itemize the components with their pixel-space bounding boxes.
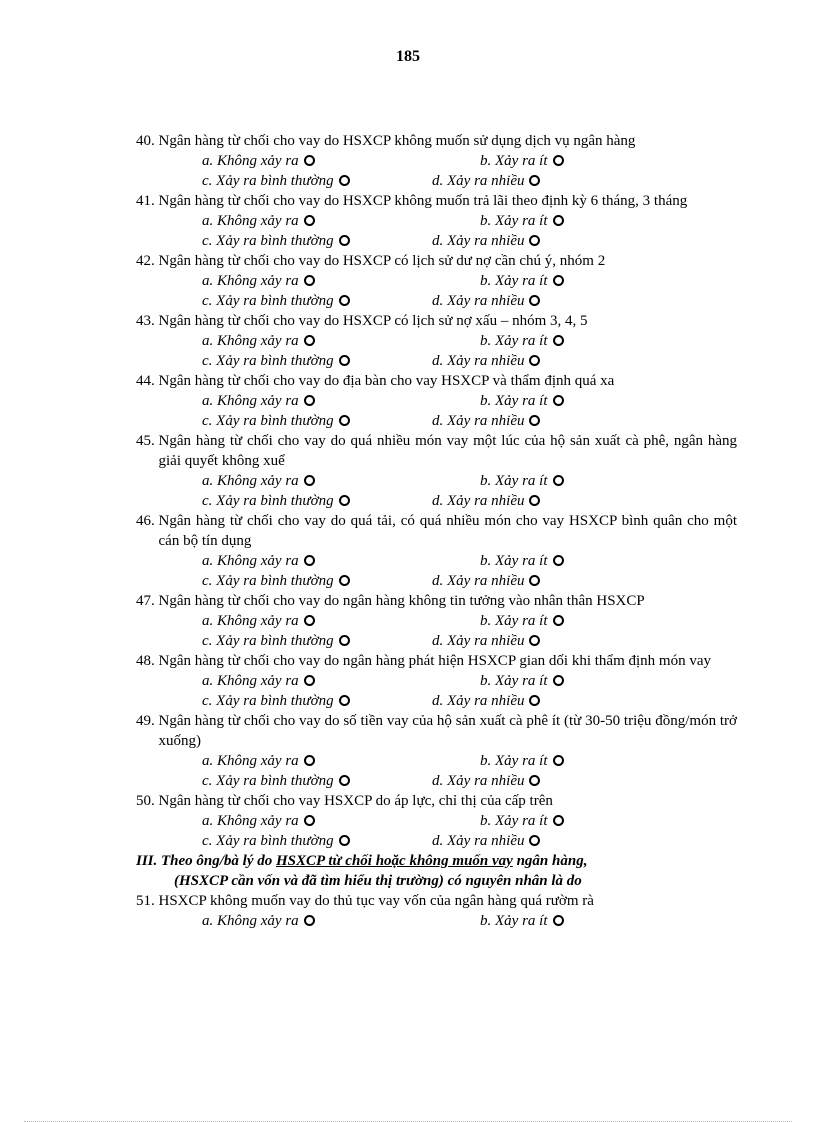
survey-content — [136, 131, 737, 931]
question-item — [136, 591, 737, 651]
radio-circle-icon[interactable] — [339, 635, 350, 646]
option-a[interactable]: a. Không xảy ra — [202, 671, 315, 691]
radio-circle-icon[interactable] — [529, 575, 540, 586]
option-row — [136, 331, 737, 351]
radio-circle-icon[interactable] — [553, 915, 564, 926]
option-c[interactable]: c. Xảy ra bình thường — [202, 691, 350, 711]
question-text: Ngân hàng từ chối cho vay do quá tải, có quá nhiều món cho vay HSXCP bình quân cho một cán bộ tín dụng — [158, 513, 737, 549]
question-text: HSXCP không muốn vay do thủ tục vay vốn của ngân hàng quá rườm rà — [158, 893, 594, 909]
question-item — [136, 251, 737, 311]
radio-circle-icon[interactable] — [339, 695, 350, 706]
option-b[interactable]: b. Xảy ra ít — [480, 811, 564, 831]
question-item — [136, 791, 737, 851]
question-item — [136, 431, 737, 511]
option-row — [136, 291, 737, 311]
question-list — [136, 131, 737, 851]
radio-circle-icon[interactable] — [304, 335, 315, 346]
option-a[interactable]: a. Không xảy ra — [202, 911, 315, 931]
option-b[interactable]: b. Xảy ra ít — [480, 471, 564, 491]
question-number: 47. — [136, 593, 159, 609]
radio-circle-icon[interactable] — [339, 175, 350, 186]
radio-circle-icon[interactable] — [339, 835, 350, 846]
option-a[interactable]: a. Không xảy ra — [202, 611, 315, 631]
section-suffix: ngân hàng, — [512, 853, 588, 869]
option-c[interactable]: c. Xảy ra bình thường — [202, 411, 350, 431]
radio-circle-icon[interactable] — [529, 355, 540, 366]
option-d[interactable]: d. Xảy ra nhiều — [432, 691, 540, 711]
question-number: 50. — [136, 793, 159, 809]
option-row — [136, 351, 737, 371]
option-row — [136, 771, 737, 791]
radio-circle-icon[interactable] — [304, 555, 315, 566]
option-c[interactable]: c. Xảy ra bình thường — [202, 571, 350, 591]
option-c[interactable]: c. Xảy ra bình thường — [202, 171, 350, 191]
question-number: 43. — [136, 313, 159, 329]
option-row — [136, 391, 737, 411]
option-d[interactable]: d. Xảy ra nhiều — [432, 831, 540, 851]
radio-circle-icon[interactable] — [304, 155, 315, 166]
question-text: Ngân hàng từ chối cho vay do HSXCP có lịch sử dư nợ cần chú ý, nhóm 2 — [158, 253, 606, 269]
radio-circle-icon[interactable] — [529, 235, 540, 246]
option-row — [136, 911, 737, 931]
radio-circle-icon[interactable] — [304, 815, 315, 826]
question-text: Ngân hàng từ chối cho vay do địa bàn cho vay HSXCP và thẩm định quá xa — [158, 373, 615, 389]
option-d[interactable]: d. Xảy ra nhiều — [432, 351, 540, 371]
option-c[interactable]: c. Xảy ra bình thường — [202, 631, 350, 651]
question-number: 46. — [136, 513, 159, 529]
option-c[interactable]: c. Xảy ra bình thường — [202, 351, 350, 371]
question-text: Ngân hàng từ chối cho vay do HSXCP không muốn trả lãi theo định kỳ 6 tháng, 3 tháng — [158, 193, 688, 209]
option-row — [136, 631, 737, 651]
question-number: 40. — [136, 133, 159, 149]
radio-circle-icon[interactable] — [529, 835, 540, 846]
option-row — [136, 231, 737, 251]
radio-circle-icon[interactable] — [304, 675, 315, 686]
option-a[interactable]: a. Không xảy ra — [202, 551, 315, 571]
option-b[interactable]: b. Xảy ra ít — [480, 211, 564, 231]
radio-circle-icon[interactable] — [339, 415, 350, 426]
option-b[interactable]: b. Xảy ra ít — [480, 271, 564, 291]
option-c[interactable]: c. Xảy ra bình thường — [202, 491, 350, 511]
option-b[interactable]: b. Xảy ra ít — [480, 151, 564, 171]
radio-circle-icon[interactable] — [553, 275, 564, 286]
question-text: Ngân hàng từ chối cho vay do quá nhiều món vay một lúc của hộ sản xuất cà phê, ngân hàng giải quyết không xuể — [158, 433, 737, 469]
radio-circle-icon[interactable] — [304, 615, 315, 626]
question-text: Ngân hàng từ chối cho vay do HSXCP không muốn sử dụng dịch vụ ngân hàng — [158, 133, 636, 149]
question-text: Ngân hàng từ chối cho vay do ngân hàng không tin tưởng vào nhân thân HSXCP — [158, 593, 645, 609]
option-row — [136, 571, 737, 591]
question-text: Ngân hàng từ chối cho vay do số tiền vay của hộ sản xuất cà phê ít (từ 30-50 triệu đồng/món trở xuống) — [158, 713, 737, 749]
page-footer-divider — [24, 1121, 792, 1122]
option-b[interactable]: b. Xảy ra ít — [480, 331, 564, 351]
page-number: 185 — [396, 48, 420, 65]
radio-circle-icon[interactable] — [553, 755, 564, 766]
section-line2: (HSXCP cần vốn và đã tìm hiểu thị trường) có nguyên nhân là do — [174, 873, 582, 889]
option-d[interactable]: d. Xảy ra nhiều — [432, 231, 540, 251]
option-row — [136, 411, 737, 431]
question-item — [136, 131, 737, 191]
option-row — [136, 691, 737, 711]
option-d[interactable]: d. Xảy ra nhiều — [432, 491, 540, 511]
radio-circle-icon[interactable] — [529, 775, 540, 786]
radio-circle-icon[interactable] — [553, 335, 564, 346]
option-b[interactable]: b. Xảy ra ít — [480, 551, 564, 571]
option-a[interactable]: a. Không xảy ra — [202, 151, 315, 171]
option-row — [136, 151, 737, 171]
radio-circle-icon[interactable] — [304, 475, 315, 486]
option-row — [136, 811, 737, 831]
radio-circle-icon[interactable] — [339, 355, 350, 366]
option-a[interactable]: a. Không xảy ra — [202, 751, 315, 771]
radio-circle-icon[interactable] — [529, 695, 540, 706]
radio-circle-icon[interactable] — [304, 915, 315, 926]
question-item — [136, 711, 737, 791]
radio-circle-icon[interactable] — [304, 395, 315, 406]
question-item — [136, 311, 737, 371]
option-b[interactable]: b. Xảy ra ít — [480, 611, 564, 631]
radio-circle-icon[interactable] — [339, 235, 350, 246]
radio-circle-icon[interactable] — [553, 615, 564, 626]
radio-circle-icon[interactable] — [529, 415, 540, 426]
section-prefix: III. Theo ông/bà lý do — [136, 853, 277, 869]
option-c[interactable]: c. Xảy ra bình thường — [202, 291, 350, 311]
section-underlined: HSXCP từ chối hoặc không muốn vay — [276, 853, 513, 869]
option-row — [136, 271, 737, 291]
radio-circle-icon[interactable] — [553, 395, 564, 406]
option-d[interactable]: d. Xảy ra nhiều — [432, 771, 540, 791]
radio-circle-icon[interactable] — [304, 275, 315, 286]
question-text: Ngân hàng từ chối cho vay HSXCP do áp lực, chỉ thị của cấp trên — [158, 793, 553, 809]
option-c[interactable]: c. Xảy ra bình thường — [202, 771, 350, 791]
option-row — [136, 831, 737, 851]
option-b[interactable]: b. Xảy ra ít — [480, 671, 564, 691]
option-row — [136, 171, 737, 191]
question-number: 51. — [136, 893, 159, 909]
radio-circle-icon[interactable] — [529, 295, 540, 306]
option-b[interactable]: b. Xảy ra ít — [480, 751, 564, 771]
question-number: 48. — [136, 653, 159, 669]
option-d[interactable]: d. Xảy ra nhiều — [432, 171, 540, 191]
radio-circle-icon[interactable] — [339, 775, 350, 786]
radio-circle-icon[interactable] — [339, 295, 350, 306]
option-a[interactable]: a. Không xảy ra — [202, 211, 315, 231]
question-item — [136, 511, 737, 591]
option-a[interactable]: a. Không xảy ra — [202, 811, 315, 831]
radio-circle-icon[interactable] — [529, 175, 540, 186]
section-heading — [136, 851, 737, 891]
question-text: Ngân hàng từ chối cho vay do ngân hàng phát hiện HSXCP gian dối khi thẩm định món vay — [158, 653, 711, 669]
option-d[interactable]: d. Xảy ra nhiều — [432, 291, 540, 311]
option-row — [136, 751, 737, 771]
option-c[interactable]: c. Xảy ra bình thường — [202, 831, 350, 851]
option-row — [136, 611, 737, 631]
question-item — [136, 191, 737, 251]
question-number: 41. — [136, 193, 159, 209]
radio-circle-icon[interactable] — [529, 635, 540, 646]
question-number: 45. — [136, 433, 159, 449]
option-row — [136, 211, 737, 231]
option-d[interactable]: d. Xảy ra nhiều — [432, 571, 540, 591]
radio-circle-icon[interactable] — [553, 555, 564, 566]
option-c[interactable]: c. Xảy ra bình thường — [202, 231, 350, 251]
radio-circle-icon[interactable] — [553, 475, 564, 486]
option-row — [136, 471, 737, 491]
option-a[interactable]: a. Không xảy ra — [202, 271, 315, 291]
question-number: 49. — [136, 713, 159, 729]
question-item — [136, 371, 737, 431]
question-item — [136, 651, 737, 711]
radio-circle-icon[interactable] — [304, 755, 315, 766]
option-a[interactable]: a. Không xảy ra — [202, 331, 315, 351]
option-a[interactable]: a. Không xảy ra — [202, 391, 315, 411]
question-item — [136, 891, 737, 931]
option-a[interactable]: a. Không xảy ra — [202, 471, 315, 491]
option-b[interactable]: b. Xảy ra ít — [480, 911, 564, 931]
radio-circle-icon[interactable] — [529, 495, 540, 506]
radio-circle-icon[interactable] — [553, 675, 564, 686]
question-number: 44. — [136, 373, 159, 389]
option-d[interactable]: d. Xảy ra nhiều — [432, 411, 540, 431]
question-number: 42. — [136, 253, 159, 269]
option-b[interactable]: b. Xảy ra ít — [480, 391, 564, 411]
radio-circle-icon[interactable] — [304, 215, 315, 226]
radio-circle-icon[interactable] — [553, 215, 564, 226]
option-row — [136, 551, 737, 571]
radio-circle-icon[interactable] — [553, 815, 564, 826]
question-text: Ngân hàng từ chối cho vay do HSXCP có lịch sử nợ xấu – nhóm 3, 4, 5 — [158, 313, 588, 329]
radio-circle-icon[interactable] — [553, 155, 564, 166]
radio-circle-icon[interactable] — [339, 495, 350, 506]
radio-circle-icon[interactable] — [339, 575, 350, 586]
option-row — [136, 671, 737, 691]
option-d[interactable]: d. Xảy ra nhiều — [432, 631, 540, 651]
option-row — [136, 491, 737, 511]
